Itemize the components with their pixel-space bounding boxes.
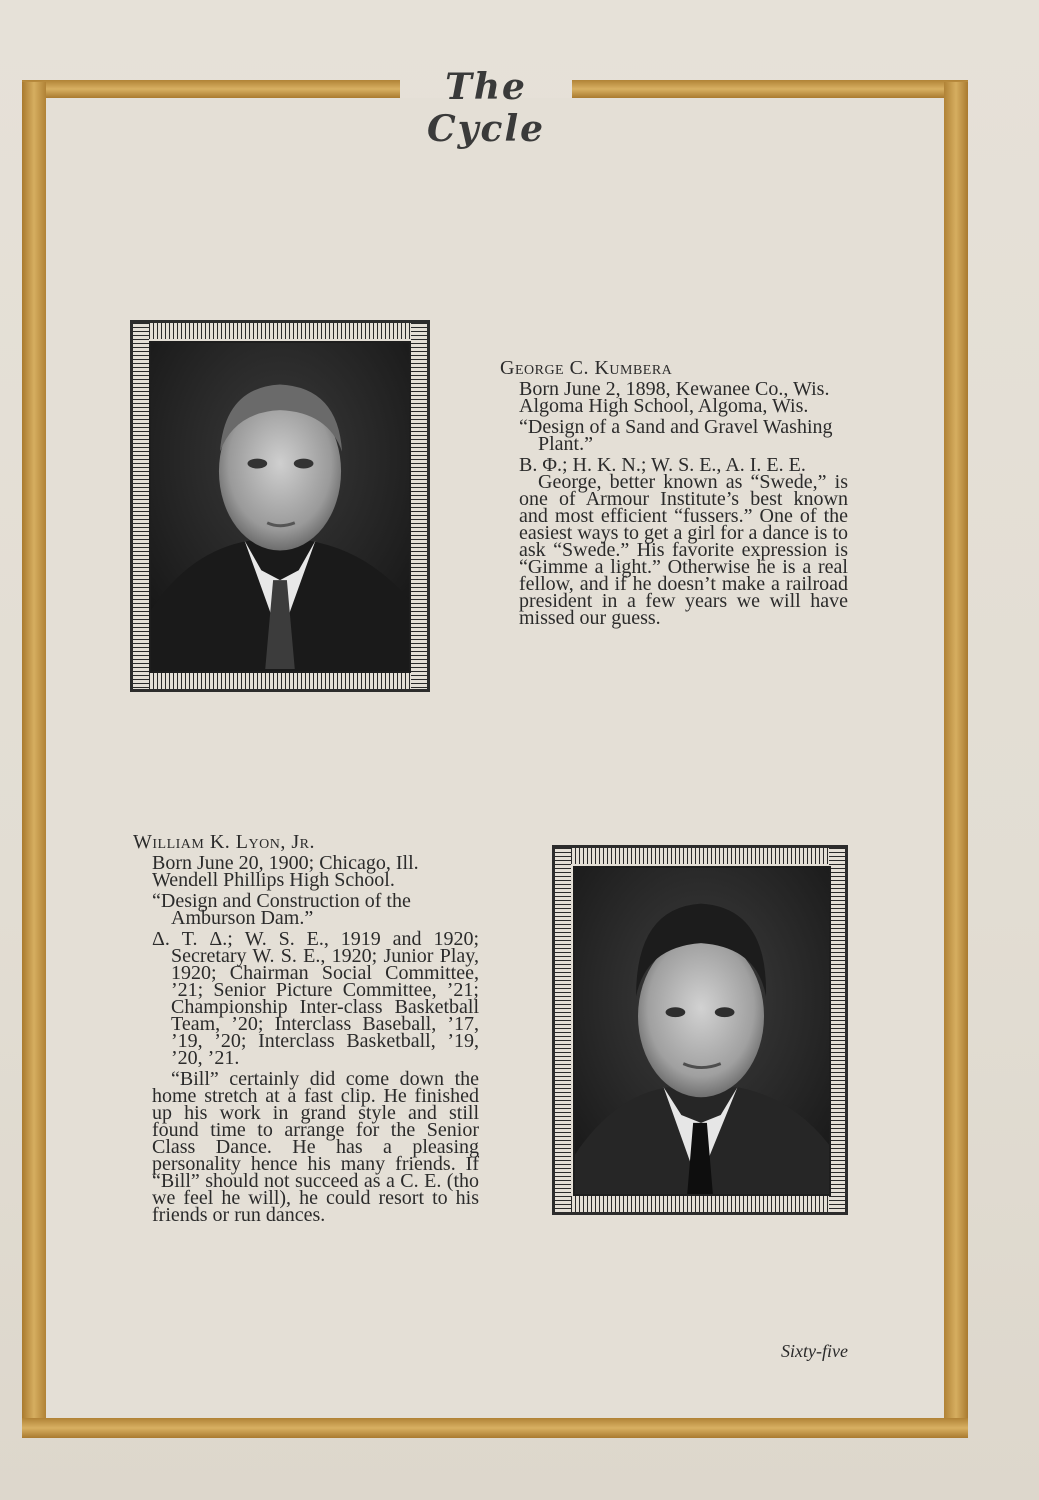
gold-border-left: [22, 82, 46, 1434]
student-name: William K. Lyon, Jr.: [133, 831, 315, 853]
portrait-frame-kumbera: [130, 320, 430, 692]
portrait-photo-kumbera: [149, 341, 411, 673]
gold-border-bottom: [22, 1418, 968, 1438]
write-up: “Bill” certainly did come down the home stretch at a fast clip. He finished up his work in grand style and still found time to arrange for the Senior Class Dance. He has a pleasing personality hence his many friends. If “Bill” should not succeed as a C. E. (tho we feel he will), he could resort to his friends or run dances.: [152, 1068, 479, 1226]
bio-kumbera: [500, 357, 848, 629]
gold-border-top-right: [572, 80, 968, 98]
gold-border-top-left: [22, 80, 400, 98]
student-name: George C. Kumbera: [500, 357, 673, 379]
activities: Δ. T. Δ.; W. S. E., 1919 and 1920; Secretary W. S. E., 1920; Junior Play, 1920; Chairman Social Committee, ’21; Senior Picture Committee, ’21; Championship Inter-class Basketball Team, ’20; Interclass Baseball, ’17, ’19, ’20; Interclass Basketball, ’19, ’20, ’21.: [152, 928, 479, 1069]
gold-border-right: [944, 82, 968, 1434]
bio-lyon: [133, 831, 479, 1226]
write-up: George, better known as “Swede,” is one of Armour Institute’s best known and most efficient “fussers.” One of the easiest ways to get a girl for a dance is to ask “Swede.” His favorite expression is “Gimme a light.” Otherwise he is a real fellow, and if he doesn’t make a railroad president in a few years we will have missed our guess.: [519, 471, 848, 629]
birth-line: Born June 20, 1900; Chicago, Ill.: [152, 852, 419, 874]
activities: B. Φ.; H. K. N.; W. S. E., A. I. E. E.: [519, 454, 806, 476]
page-number: Sixty-five: [781, 1341, 848, 1361]
portrait-frame-lyon: [552, 845, 848, 1215]
portrait-photo-lyon: [573, 866, 831, 1196]
school-line: Algoma High School, Algoma, Wis.: [519, 395, 809, 417]
school-line: Wendell Phillips High School.: [152, 869, 395, 891]
page-header-title: The Cycle: [426, 66, 546, 150]
thesis-title: “Design of a Sand and Gravel Washing Plant.”: [519, 416, 833, 455]
birth-line: Born June 2, 1898, Kewanee Co., Wis.: [519, 378, 830, 400]
thesis-title: “Design and Construction of the Amburson Dam.”: [152, 890, 411, 929]
